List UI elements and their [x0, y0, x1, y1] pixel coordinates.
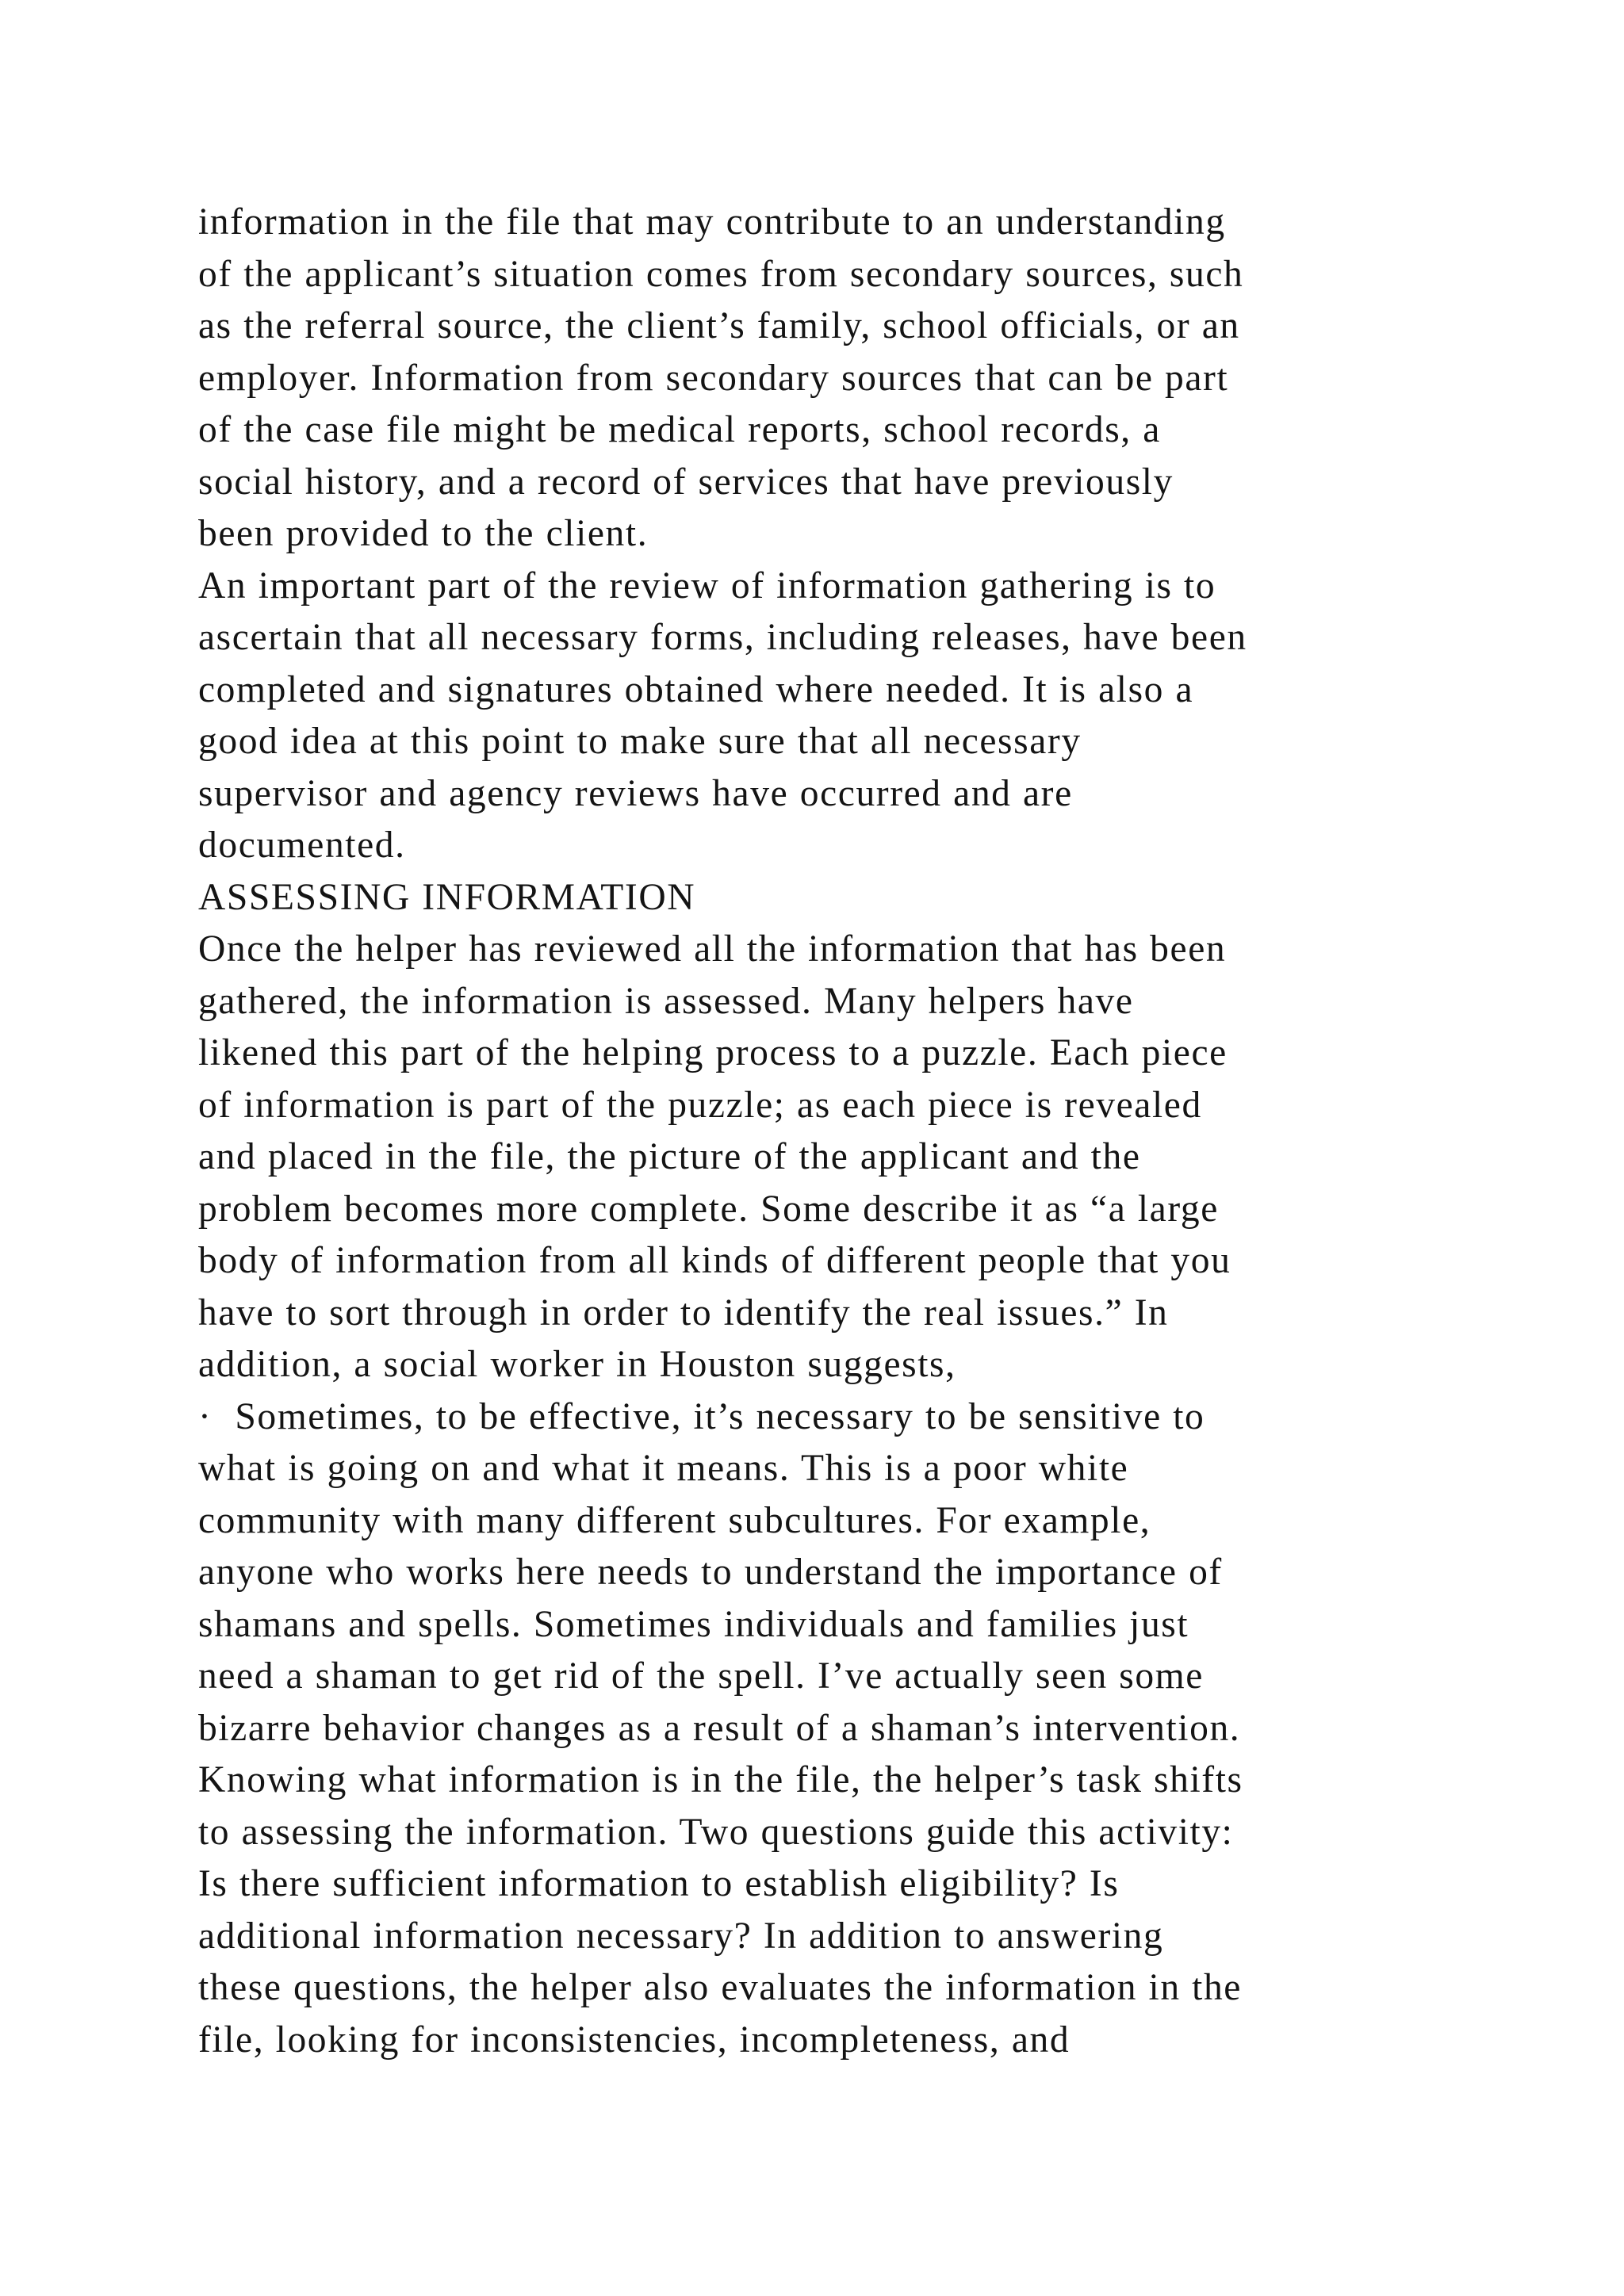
text-line: what is going on and what it means. This is a poor white: [198, 1448, 1129, 1489]
text-line: to assessing the information. Two questions guide this activity:: [198, 1811, 1234, 1853]
text-line: completed and signatures obtained where needed. It is also a: [198, 668, 1194, 710]
text-line: of information is part of the puzzle; as each piece is revealed: [198, 1084, 1202, 1126]
text-line: as the referral source, the client’s family, school officials, or an: [198, 305, 1240, 346]
section-heading: ASSESSING INFORMATION: [198, 876, 696, 918]
text-line: employer. Information from secondary sources that can be part: [198, 357, 1229, 399]
text-line: these questions, the helper also evaluates the information in the: [198, 1967, 1242, 2008]
text-line: likened this part of the helping process to a puzzle. Each piece: [198, 1032, 1228, 1073]
text-line: need a shaman to get rid of the spell. I’ve actually seen some: [198, 1655, 1204, 1697]
text-line: bizarre behavior changes as a result of a shaman’s intervention.: [198, 1707, 1241, 1749]
text-line: file, looking for inconsistencies, incompleteness, and: [198, 2019, 1071, 2061]
text-line: of the applicant’s situation comes from secondary sources, such: [198, 253, 1244, 295]
text-line: addition, a social worker in Houston suggests,: [198, 1344, 956, 1385]
text-line: shamans and spells. Sometimes individuals and families just: [198, 1603, 1189, 1645]
text-line: social history, and a record of services that have previously: [198, 461, 1174, 503]
text-line: body of information from all kinds of different people that you: [198, 1240, 1231, 1281]
text-line: gathered, the information is assessed. Many helpers have: [198, 980, 1134, 1022]
text-line: problem becomes more complete. Some describe it as “a large: [198, 1188, 1219, 1230]
text-line: been provided to the client.: [198, 513, 649, 554]
text-line: ascertain that all necessary forms, including releases, have been: [198, 617, 1247, 658]
text-line: information in the file that may contribute to an understanding: [198, 201, 1226, 243]
text-line: community with many different subcultures. For example,: [198, 1499, 1151, 1541]
text-line: documented.: [198, 825, 406, 866]
text-line: supervisor and agency reviews have occurred and are: [198, 772, 1073, 814]
text-line: Is there sufficient information to establish eligibility? Is: [198, 1863, 1120, 1904]
text-line: of the case file might be medical reports, school records, a: [198, 409, 1161, 450]
text-line: and placed in the file, the picture of the applicant and the: [198, 1136, 1141, 1177]
text-line: An important part of the review of information gathering is to: [198, 564, 1216, 607]
bullet-quote-line: · Sometimes, to be effective, it’s necessary to be sensitive to: [198, 1395, 1205, 1437]
text-line: additional information necessary? In addition to answering: [198, 1915, 1164, 1957]
text-line: anyone who works here needs to understand the importance of: [198, 1552, 1223, 1593]
text-line: have to sort through in order to identify the real issues.” In: [198, 1292, 1169, 1334]
body-text: [198, 197, 1499, 2066]
text-line: good idea at this point to make sure that all necessary: [198, 721, 1082, 762]
text-line: Knowing what information is in the file, the helper’s task shifts: [198, 1759, 1243, 1800]
text-line: Once the helper has reviewed all the information that has been: [198, 928, 1227, 970]
